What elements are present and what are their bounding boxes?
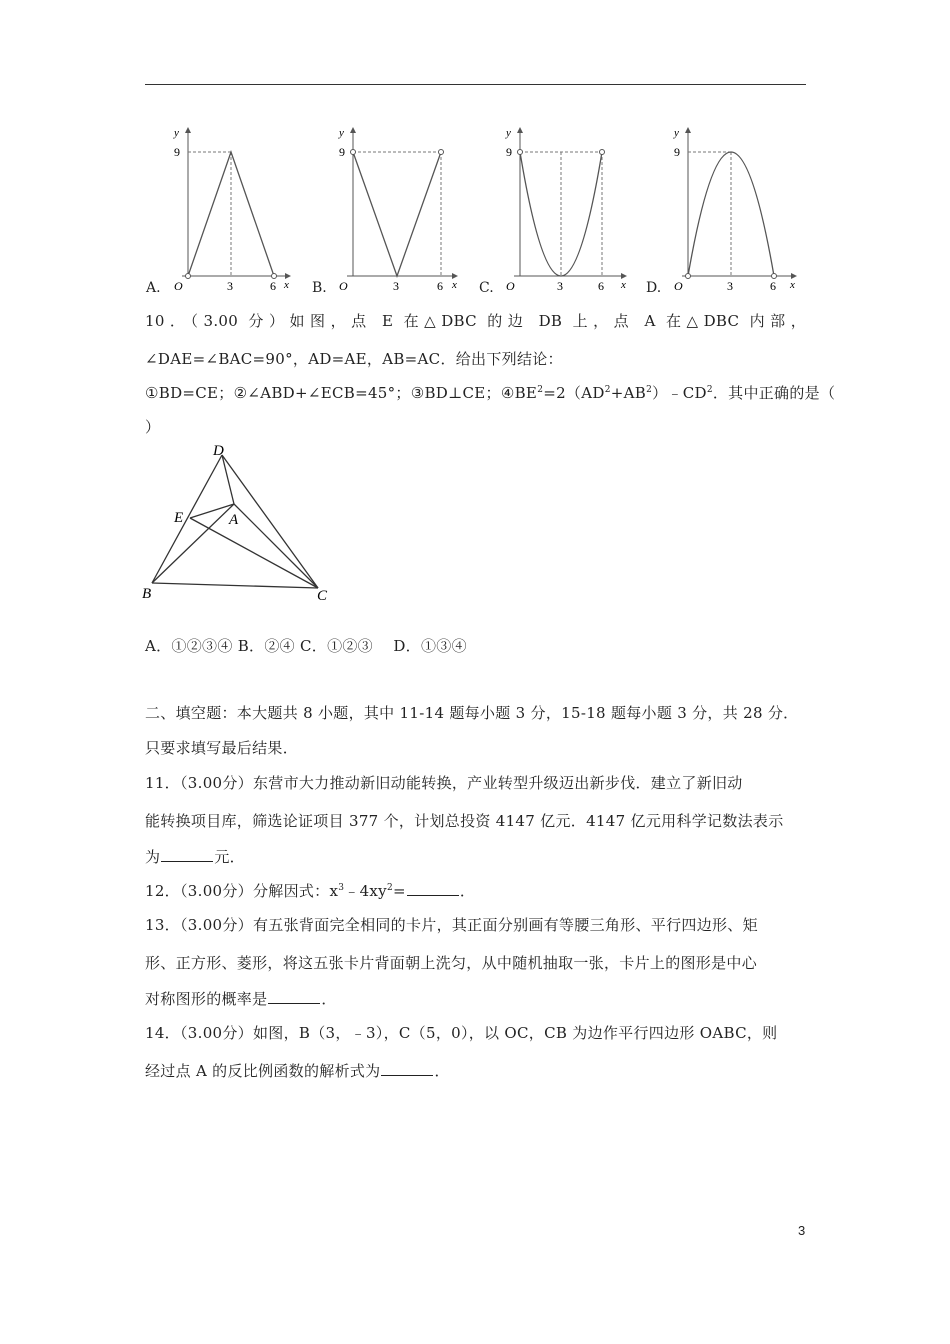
tick-6: 6 bbox=[270, 279, 276, 293]
q10-line3: ①BD=CE；②∠ABD+∠ECB=45°；③BD⊥CE；$④BE^2=2(AD^2+AB^2)﹣CD^2$．其中正确的是（ bbox=[145, 384, 836, 402]
section2-line2: 只要求填写最后结果． bbox=[145, 739, 299, 757]
graph-option-b bbox=[333, 122, 493, 302]
answer-blank[interactable] bbox=[268, 990, 320, 1004]
q10-choices: A．①②③④ B．②④ C．①②③ D．①③④ bbox=[145, 637, 467, 655]
x-axis-label: x bbox=[621, 279, 626, 291]
answer-blank[interactable] bbox=[381, 1062, 433, 1076]
option-c-label: C. bbox=[479, 280, 494, 296]
y-axis-label: y bbox=[339, 127, 344, 139]
tick-9: 9 bbox=[674, 145, 680, 159]
origin-label: O bbox=[174, 279, 183, 293]
q11-line1: 11．（3.00分）东营市大力推动新旧动能转换，产业转型升级迈出新步伐．建立了新旧动 bbox=[145, 774, 743, 792]
x-axis-label: x bbox=[790, 279, 795, 291]
tick-9: 9 bbox=[506, 145, 512, 159]
header-rule bbox=[145, 84, 806, 85]
q10-line1: 10．（3.00 分）如图，点 E 在△DBC 的边 DB 上，点 A 在△DBC 内部， bbox=[145, 312, 806, 330]
tick-9: 9 bbox=[339, 145, 345, 159]
y-axis-label: y bbox=[674, 127, 679, 139]
origin-label: O bbox=[339, 279, 348, 293]
q13-line3: 对称图形的概率是 ． bbox=[145, 990, 337, 1008]
answer-blank[interactable] bbox=[161, 848, 213, 862]
page-number: 3 bbox=[798, 1223, 806, 1238]
origin-label: O bbox=[674, 279, 683, 293]
y-axis-label: y bbox=[506, 127, 511, 139]
q11-line2: 能转换项目库，筛选论证项目 377 个，计划总投资 4147 亿元．4147 亿元用科学记数法表示 bbox=[145, 812, 784, 830]
q14-line1: 14．（3.00分）如图，B（3，﹣3），C（5，0），以 OC，CB 为边作平行四边形 OABC，则 bbox=[145, 1024, 778, 1042]
tick-9: 9 bbox=[174, 145, 180, 159]
tick-3: 3 bbox=[227, 279, 233, 293]
option-a-label: A. bbox=[146, 280, 161, 296]
label-b: B bbox=[142, 586, 152, 602]
label-a: A bbox=[229, 512, 239, 528]
tick-3: 3 bbox=[393, 279, 399, 293]
graph-option-d bbox=[668, 122, 828, 302]
q12-line: 12．（3.00分）分解因式：$x^3﹣4xy^2=$ ． bbox=[145, 882, 476, 900]
y-axis-label: y bbox=[174, 127, 179, 139]
q10-figure bbox=[140, 440, 340, 614]
tick-6: 6 bbox=[598, 279, 604, 293]
q13-line1: 13．（3.00分）有五张背面完全相同的卡片，其正面分别画有等腰三角形、平行四边形、矩 bbox=[145, 916, 758, 934]
label-d: D bbox=[213, 443, 224, 459]
q14-line2: 经过点 A 的反比例函数的解析式为 ． bbox=[145, 1062, 450, 1080]
q10-line2: ∠DAE=∠BAC=90°，AD=AE，AB=AC．给出下列结论： bbox=[145, 350, 563, 368]
option-d-label: D. bbox=[646, 280, 662, 296]
section2-line1: 二、填空题：本大题共 8 小题，其中 11-14 题每小题 3 分，15-18 题每小题 3 分，共 28 分． bbox=[145, 704, 799, 722]
q13-line2: 形、正方形、菱形，将这五张卡片背面朝上洗匀，从中随机抽取一张，卡片上的图形是中心 bbox=[145, 954, 758, 972]
origin-label: O bbox=[506, 279, 515, 293]
q11-line3: 为 元． bbox=[145, 848, 245, 866]
graph-option-c bbox=[500, 122, 660, 302]
x-axis-label: x bbox=[452, 279, 457, 291]
x-axis-label: x bbox=[284, 279, 289, 291]
tick-6: 6 bbox=[437, 279, 443, 293]
label-c: C bbox=[317, 588, 328, 604]
answer-blank[interactable] bbox=[407, 882, 459, 896]
tick-3: 3 bbox=[727, 279, 733, 293]
tick-3: 3 bbox=[557, 279, 563, 293]
label-e: E bbox=[174, 510, 184, 526]
option-b-label: B. bbox=[312, 280, 327, 296]
tick-6: 6 bbox=[770, 279, 776, 293]
graph-option-a bbox=[168, 122, 328, 302]
q10-line4: ） bbox=[145, 418, 161, 436]
